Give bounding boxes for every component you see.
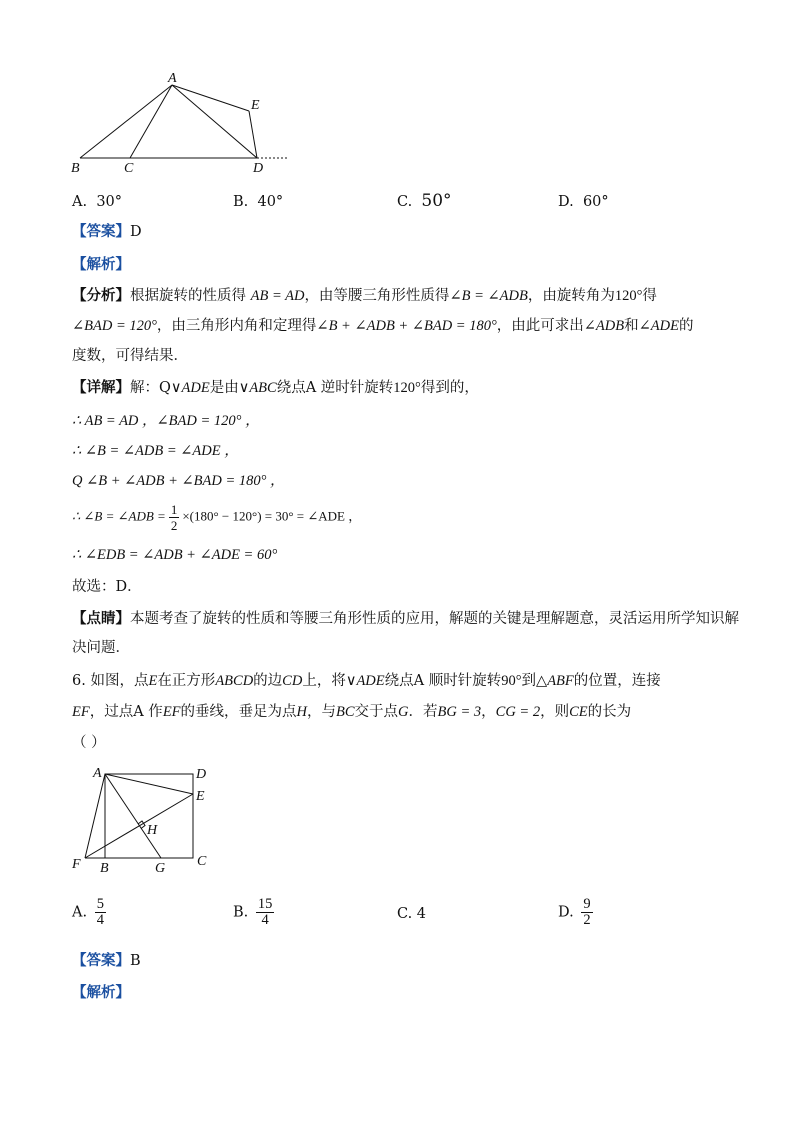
segment-AB	[80, 85, 172, 158]
fraction-5-4: $\frac{5}{4}$	[96, 896, 104, 928]
label-B: B	[71, 161, 80, 176]
q5-detail-line6: ∴ ∠EDB = ∠ADB + ∠ADE = 60°	[72, 547, 278, 563]
fraction-one-half: $\frac{1}{2}$	[170, 502, 178, 533]
label-E: E	[251, 98, 260, 113]
fraction-9-2: $\frac{9}{2}$	[583, 896, 591, 928]
q5-detail-line2: ∴ AB = AD ，∠BAD = 120° ，	[72, 413, 260, 429]
segment-AG	[105, 774, 161, 858]
q5-answer: 【答案】D	[72, 223, 142, 240]
segment-AE	[172, 85, 249, 111]
q5-detail-line5: ∴ ∠B = ∠ADB = $\frac{1}{2}$ ×(180° − 120°) = 30° = ∠ADE ，	[72, 502, 362, 533]
q6-stem-line1: 6. 如图，点E在正方形ABCD的边CD上，将∨ADE绕点A 顺时针旋转90°到△ABF的位置，连接	[72, 673, 661, 689]
q5-option-c: C. 50°	[397, 191, 452, 211]
segment-ED	[249, 111, 257, 158]
label-C: C	[197, 854, 207, 869]
q5-detail-line4: Q ∠B + ∠ADB + ∠BAD = 180° ，	[72, 473, 285, 489]
segment-AC	[130, 85, 172, 158]
figure-square-rotation	[66, 760, 226, 880]
label-A: A	[168, 71, 177, 86]
q5-detail-line3: ∴ ∠B = ∠ADB = ∠ADE ，	[72, 443, 239, 459]
q5-analysis-line1: 【分析】根据旋转的性质得 AB = AD，由等腰三角形性质得∠B = ∠ADB，由旋转角为120°得	[72, 287, 657, 304]
q5-analysis-line2: ∠BAD = 120°，由三角形内角和定理得∠B + ∠ADB + ∠BAD = 180°，由此可求出∠ADB和∠ADE的	[72, 318, 694, 334]
label-G: G	[155, 861, 166, 876]
q5-option-d: D. 60°	[558, 194, 609, 210]
label-C: C	[124, 161, 134, 176]
label-H: H	[147, 823, 158, 838]
q6-jiexi-heading: 【解析】	[72, 984, 130, 1001]
label-F: F	[72, 857, 81, 872]
label-D: D	[253, 161, 264, 176]
q5-detail-line7: 故选：D．	[72, 579, 142, 595]
q6-answer: 【答案】B	[72, 952, 141, 969]
q6-option-c: C. 4	[397, 906, 427, 922]
q6-option-a: A. $\frac{5}{4}$	[72, 896, 104, 928]
q5-jiexi-heading: 【解析】	[72, 256, 130, 273]
label-A: A	[93, 766, 102, 781]
q5-point-line1: 【点睛】本题考查了旋转的性质和等腰三角形性质的应用，解题的关键是理解题意，灵活运用所学知识解	[72, 610, 739, 627]
segment-AE	[105, 774, 193, 794]
square-ABCD	[105, 774, 193, 858]
q6-stem-line2: EF，过点A 作EF的垂线，垂足为点H，与BC交于点G．若BG = 3，CG = 2，则CE的长为	[72, 704, 632, 720]
q5-analysis-line3: 度数，可得结果．	[72, 348, 188, 364]
segment-FE	[85, 794, 193, 858]
label-B: B	[100, 861, 109, 876]
q6-option-b: B. $\frac{15}{4}$	[233, 896, 273, 928]
q5-detail-line1: 【详解】解：Q∨ADE是由∨ABC绕点A 逆时针旋转120°得到的，	[72, 379, 479, 396]
q5-option-a: A. 30°	[72, 194, 123, 210]
q6-stem-line3: （ ）	[72, 735, 106, 751]
segment-AD	[172, 85, 257, 158]
segment-AF	[85, 774, 105, 858]
q5-point-line2: 决问题．	[72, 640, 130, 656]
fraction-15-4: $\frac{15}{4}$	[257, 896, 273, 928]
figure-triangle-rotation	[60, 66, 300, 181]
label-D: D	[196, 767, 207, 782]
q5-option-b: B. 40°	[233, 194, 284, 210]
label-E: E	[196, 789, 205, 804]
q6-option-d: D. $\frac{9}{2}$	[558, 896, 591, 928]
